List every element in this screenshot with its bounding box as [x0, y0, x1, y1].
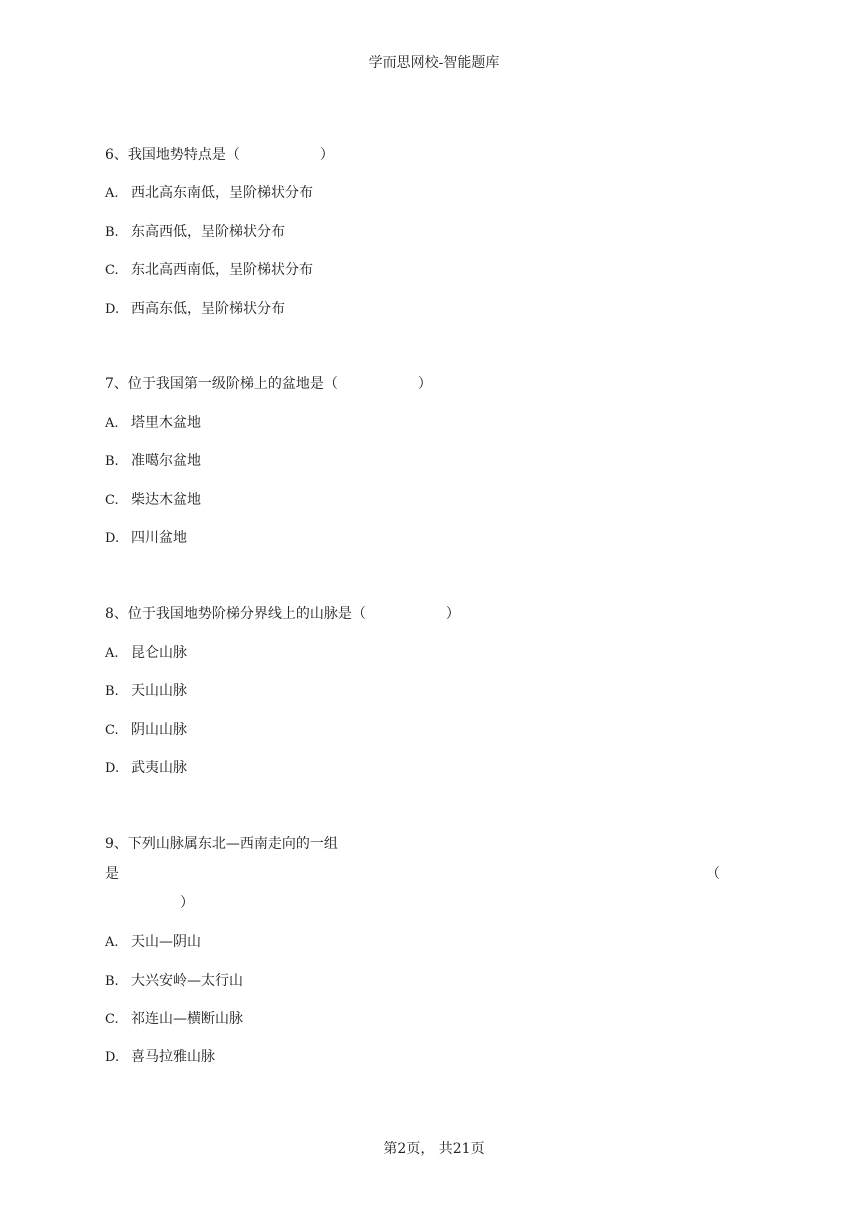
- option-letter: C.: [105, 723, 119, 738]
- option-text: 喜马拉雅山脉: [131, 1049, 215, 1065]
- question-6-option-b: [105, 221, 285, 241]
- question-9-paren-close: ）: [180, 895, 194, 911]
- question-6-stem: [105, 144, 334, 164]
- option-text: 西高东低，呈阶梯状分布: [131, 301, 285, 317]
- paren-close: ）: [445, 606, 460, 622]
- option-letter: A.: [105, 646, 119, 661]
- option-text: 天山—阴山: [131, 934, 201, 950]
- page-header: 学而思网校-智能题库: [368, 55, 500, 71]
- question-9-option-c: [105, 1008, 243, 1028]
- option-letter: C.: [105, 263, 119, 278]
- option-text: 武夷山脉: [131, 760, 187, 776]
- question-8-stem: [105, 603, 460, 623]
- option-letter: A.: [105, 935, 119, 950]
- question-9-option-d: [105, 1046, 215, 1066]
- question-7-option-a: [105, 412, 201, 432]
- question-9-option-b: [105, 970, 243, 990]
- option-text: 天山山脉: [131, 683, 187, 699]
- option-letter: A.: [105, 416, 119, 431]
- option-letter: B.: [105, 974, 119, 989]
- question-stem-text: 8、位于我国地势阶梯分界线上的山脉是（: [105, 606, 366, 622]
- question-8-option-b: [105, 680, 187, 700]
- option-letter: C.: [105, 1012, 119, 1027]
- option-text: 塔里木盆地: [131, 415, 201, 431]
- option-letter: C.: [105, 493, 119, 508]
- option-text: 准噶尔盆地: [131, 453, 201, 469]
- option-text: 西北高东南低，呈阶梯状分布: [131, 185, 313, 201]
- question-8-option-c: [105, 719, 187, 739]
- question-8-option-d: [105, 757, 187, 777]
- option-letter: B.: [105, 454, 119, 469]
- question-6-option-c: [105, 259, 313, 279]
- question-9-stem-line2: 是: [105, 866, 119, 882]
- option-letter: D.: [105, 531, 120, 546]
- paren-close: ）: [417, 376, 432, 392]
- question-7-option-c: [105, 489, 201, 509]
- option-text: 东北高西南低，呈阶梯状分布: [131, 262, 313, 278]
- question-9-paren-open: （: [706, 866, 720, 882]
- question-8-option-a: [105, 642, 187, 662]
- paren-close: ）: [319, 147, 334, 163]
- option-letter: D.: [105, 1050, 120, 1065]
- option-text: 东高西低，呈阶梯状分布: [131, 224, 285, 240]
- option-text: 柴达木盆地: [131, 492, 201, 508]
- option-text: 四川盆地: [131, 530, 187, 546]
- option-text: 昆仑山脉: [131, 645, 187, 661]
- option-letter: B.: [105, 684, 119, 699]
- option-letter: B.: [105, 225, 119, 240]
- question-6-option-d: [105, 298, 285, 318]
- question-6-option-a: [105, 182, 313, 202]
- question-7-stem: [105, 373, 432, 393]
- page-footer: 第2页， 共21页: [383, 1141, 485, 1157]
- question-7-option-d: [105, 527, 187, 547]
- question-stem-text: 7、位于我国第一级阶梯上的盆地是（: [105, 376, 338, 392]
- question-7-option-b: [105, 450, 201, 470]
- option-text: 祁连山—横断山脉: [131, 1011, 243, 1027]
- question-9-option-a: [105, 931, 201, 951]
- option-letter: A.: [105, 186, 119, 201]
- question-stem-text: 6、我国地势特点是（: [105, 147, 240, 163]
- option-letter: D.: [105, 302, 120, 317]
- option-text: 阴山山脉: [131, 722, 187, 738]
- question-9-stem-line1: 9、下列山脉属东北—西南走向的一组: [105, 836, 338, 852]
- option-text: 大兴安岭—太行山: [131, 973, 243, 989]
- option-letter: D.: [105, 761, 120, 776]
